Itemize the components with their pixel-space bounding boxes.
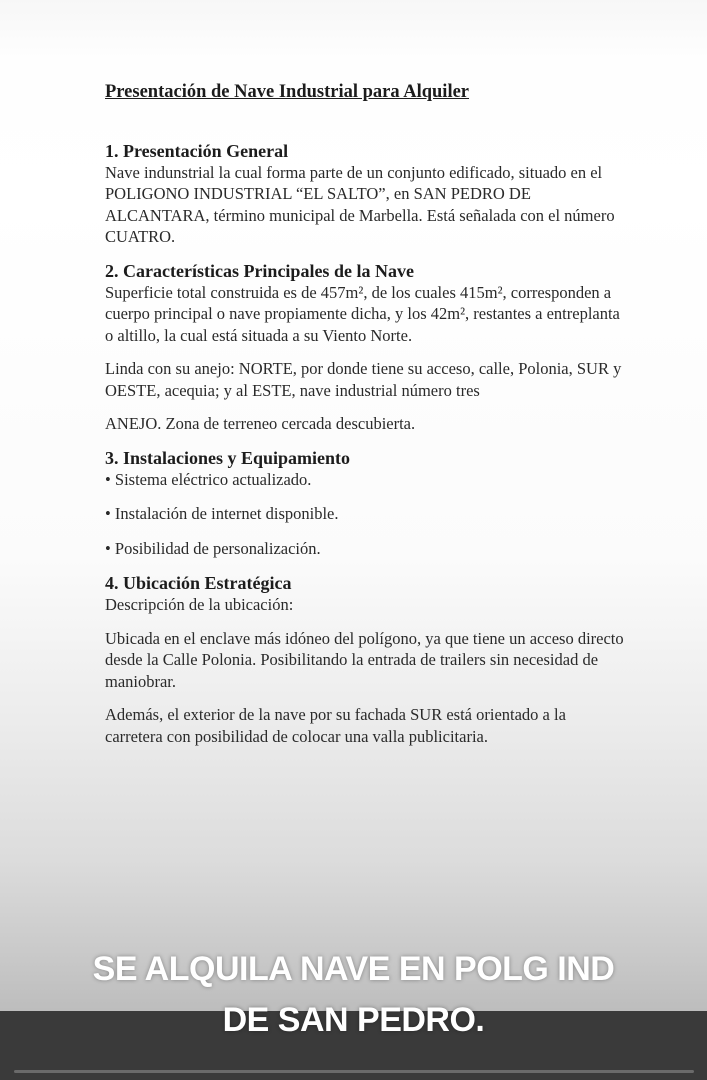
section-presentacion-general [105, 140, 625, 248]
story-caption-line-1: SE ALQUILA NAVE EN POLG IND [92, 950, 615, 988]
list-item: • Sistema eléctrico actualizado. [105, 469, 312, 489]
list-item: • Instalación de internet disponible. [105, 504, 339, 523]
story-caption-line-2: DE SAN PEDRO. [222, 1001, 485, 1039]
section-paragraph: Linda con su anejo: NORTE, por donde tiene su acceso, calle, Polonia, SUR y OESTE, acequia; y al ESTE, nave industrial número tres [105, 359, 622, 400]
section-paragraph: Superficie total construida es de 457m², de los cuales 415m², corresponden a cuerpo principal o nave propiamente dicha, y los 42m², restantes a entreplanta o altillo, la cual está situada a su Viento Norte. [105, 282, 620, 345]
section-heading: 3. Instalaciones y Equipamiento [105, 447, 351, 468]
section-paragraph: Nave indunstrial la cual forma parte de un conjunto edificado, situado en el POLIGONO INDUSTRIAL “EL SALTO”, en SAN PEDRO DE ALCANTARA, término municipal de Marbella. Está señalada con el número CUATRO. [105, 162, 615, 246]
section-paragraph: Descripción de la ubicación: [105, 595, 294, 614]
section-heading: 2. Características Principales de la Nave [105, 260, 414, 281]
document-page [105, 82, 625, 759]
section-paragraph: Además, el exterior de la nave por su fachada SUR está orientado a la carretera con posibilidad de colocar una valla publicitaria. [105, 705, 566, 746]
section-heading: 4. Ubicación Estratégica [105, 573, 292, 593]
section-heading: 1. Presentación General [105, 140, 289, 161]
section-instalaciones [105, 447, 625, 560]
section-caracteristicas [105, 260, 625, 435]
section-paragraph: Ubicada en el enclave más idóneo del polígono, ya que tiene un acceso directo desde la Calle Polonia. Posibilitando la entrada de trailers sin necesidad de maniobrar. [105, 628, 624, 691]
progress-bar [14, 1070, 694, 1073]
section-paragraph: ANEJO. Zona de terreneo cercada descubierta. [105, 414, 416, 433]
document-title: Presentación de Nave Industrial para Alquiler [105, 82, 470, 102]
list-item: • Posibilidad de personalización. [105, 538, 321, 558]
section-ubicacion [105, 572, 625, 747]
